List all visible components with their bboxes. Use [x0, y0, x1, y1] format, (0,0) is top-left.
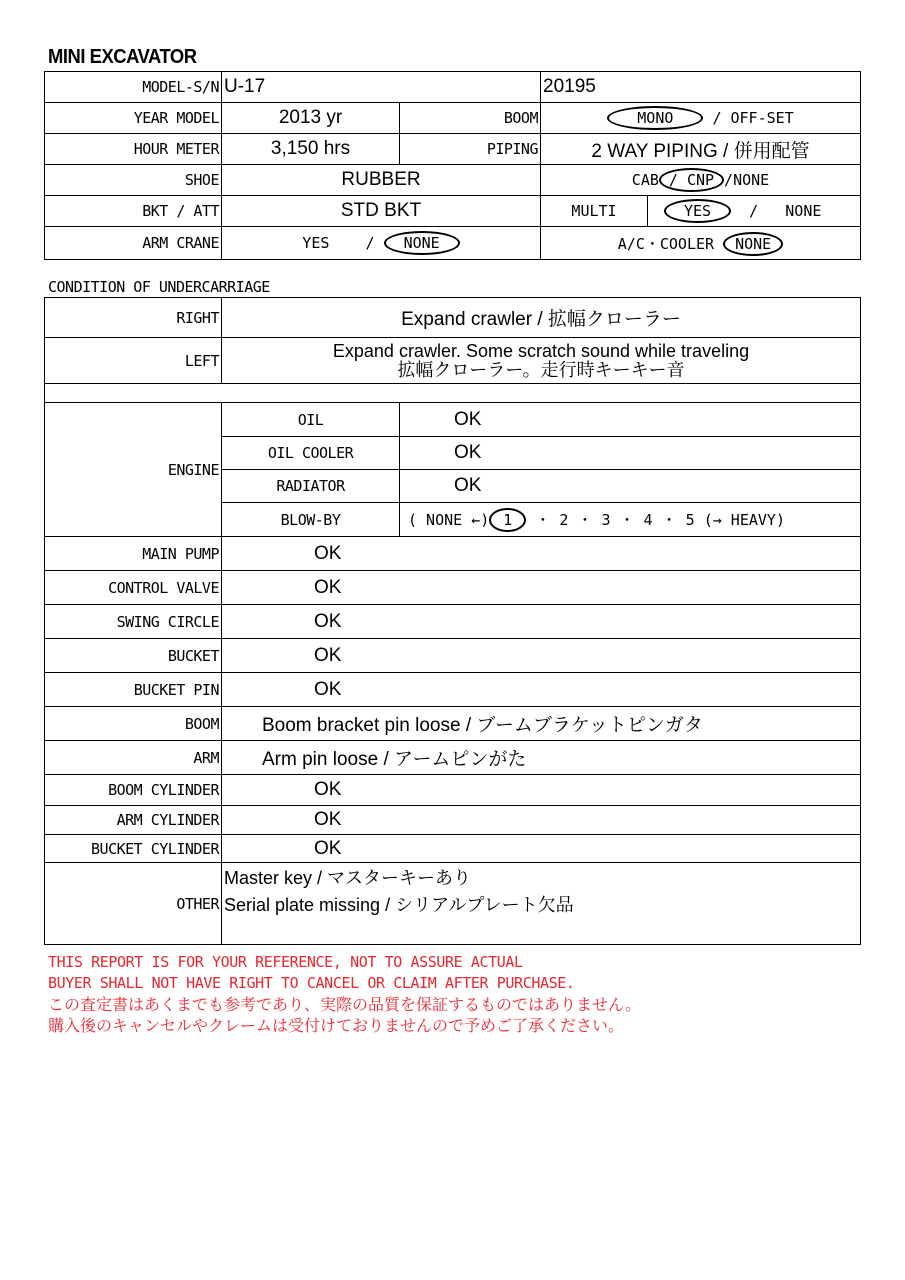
- shoe-row: [45, 165, 861, 196]
- item-label: SWING CIRCLE: [45, 605, 222, 639]
- item-row: [45, 806, 861, 835]
- disclaimer-line-1: THIS REPORT IS FOR YOUR REFERENCE, NOT TO ASSURE ACTUAL: [48, 953, 523, 971]
- undercarriage-heading: CONDITION OF UNDERCARRIAGE: [48, 278, 270, 296]
- item-value: OK: [222, 537, 861, 571]
- item-value: OK: [222, 605, 861, 639]
- item-value: OK: [222, 835, 861, 863]
- model-label: MODEL-S/N: [45, 72, 222, 103]
- blowby-level-1: 1: [489, 508, 526, 532]
- boom-type-options: [541, 103, 861, 134]
- model-value: U-17: [222, 72, 541, 103]
- other-row: [45, 863, 861, 945]
- oil-label: OIL: [222, 403, 400, 437]
- hour-row: [45, 134, 861, 165]
- spec-table: [44, 71, 861, 260]
- radiator-value: OK: [400, 470, 861, 503]
- spacer-row: [45, 384, 861, 403]
- year-value: 2013 yr: [222, 103, 400, 134]
- engine-oil-row: [45, 403, 861, 437]
- item-label: ARM CYLINDER: [45, 806, 222, 835]
- item-label: BUCKET PIN: [45, 673, 222, 707]
- ac-options: [541, 227, 861, 260]
- left-value: [222, 338, 861, 384]
- item-label: CONTROL VALVE: [45, 571, 222, 605]
- hour-value: 3,150 hrs: [222, 134, 400, 165]
- multi-options: [648, 196, 861, 227]
- item-row: [45, 537, 861, 571]
- cab-sep-2: /: [724, 171, 734, 189]
- right-label: RIGHT: [45, 298, 222, 338]
- other-value: [222, 863, 861, 945]
- bkt-row: [45, 196, 861, 227]
- right-row: [45, 298, 861, 338]
- oil-cooler-value: OK: [400, 437, 861, 470]
- left-line-2: 拡幅クローラー。走行時キーキー音: [397, 359, 685, 380]
- blowby-rest: ・ 2 ・ 3 ・ 4 ・ 5 (→ HEAVY): [535, 511, 785, 529]
- item-label: BOOM CYLINDER: [45, 775, 222, 806]
- engine-label: ENGINE: [45, 403, 222, 537]
- item-row: [45, 605, 861, 639]
- condition-table: [44, 297, 861, 945]
- cnp-option-circled: [659, 168, 724, 192]
- year-row: [45, 103, 861, 134]
- arm-crane-label: ARM CRANE: [45, 227, 222, 260]
- shoe-value: RUBBER: [222, 165, 541, 196]
- left-line-1: Expand crawler. Some scratch sound while traveling: [332, 340, 750, 361]
- other-line-2: Serial plate missing / シリアルプレート欠品: [224, 895, 574, 915]
- ac-none-option: NONE: [723, 232, 783, 256]
- blowby-scale: [400, 503, 861, 537]
- item-value: Boom bracket pin loose / ブームブラケットピンガタ: [222, 707, 861, 741]
- boom-offset-option: OFF-SET: [730, 109, 794, 127]
- item-value: OK: [222, 775, 861, 806]
- multi-none-option: NONE: [785, 202, 822, 220]
- page-title: MINI EXCAVATOR: [48, 46, 197, 68]
- arm-crane-options: [222, 227, 541, 260]
- cab-options: [541, 165, 861, 196]
- serial-value: 20195: [541, 72, 861, 103]
- multi-yes-option: YES: [664, 199, 731, 223]
- oil-value: OK: [400, 403, 861, 437]
- other-label: OTHER: [45, 863, 222, 945]
- piping-label: PIPING: [400, 134, 541, 165]
- item-row: [45, 707, 861, 741]
- model-row: [45, 72, 861, 103]
- piping-value: 2 WAY PIPING / 併用配管: [541, 134, 861, 165]
- blowby-label: BLOW-BY: [222, 503, 400, 537]
- item-row: [45, 741, 861, 775]
- cab-option: CAB: [631, 171, 659, 189]
- blowby-start: ( NONE ←): [408, 511, 490, 529]
- item-label: BOOM: [45, 707, 222, 741]
- arm-crane-none-option: NONE: [384, 231, 460, 255]
- disclaimer-line-3: この査定書はあくまでも参考であり、実際の品質を保証するものではありません。: [48, 995, 641, 1014]
- boom-type-label: BOOM: [400, 103, 541, 134]
- right-value: Expand crawler / 拡幅クローラー: [222, 298, 861, 338]
- item-value: OK: [222, 639, 861, 673]
- bkt-label: BKT / ATT: [45, 196, 222, 227]
- arm-crane-yes-option: YES: [302, 234, 330, 252]
- left-row: [45, 338, 861, 384]
- item-label: MAIN PUMP: [45, 537, 222, 571]
- disclaimer: [48, 952, 641, 1036]
- other-line-1: Master key / マスターキーあり: [224, 868, 472, 888]
- bkt-value: STD BKT: [222, 196, 541, 227]
- item-label: ARM: [45, 741, 222, 775]
- item-label: BUCKET CYLINDER: [45, 835, 222, 863]
- cnp-option: CNP: [686, 171, 715, 189]
- boom-mono-option: MONO: [607, 106, 703, 130]
- hour-label: HOUR METER: [45, 134, 222, 165]
- cab-sep-1: /: [668, 171, 678, 189]
- spacer-cell: [45, 384, 861, 403]
- disclaimer-line-4: 購入後のキャンセルやクレームは受付けておりませんので予めご了承ください。: [48, 1016, 625, 1035]
- ac-label: A/C・COOLER: [617, 234, 715, 253]
- item-row: [45, 639, 861, 673]
- radiator-label: RADIATOR: [222, 470, 400, 503]
- item-value: OK: [222, 571, 861, 605]
- year-label: YEAR MODEL: [45, 103, 222, 134]
- shoe-label: SHOE: [45, 165, 222, 196]
- left-label: LEFT: [45, 338, 222, 384]
- cab-none-option: NONE: [733, 171, 770, 189]
- item-label: BUCKET: [45, 639, 222, 673]
- arm-crane-row: [45, 227, 861, 260]
- item-row: [45, 775, 861, 806]
- disclaimer-line-2: BUYER SHALL NOT HAVE RIGHT TO CANCEL OR CLAIM AFTER PURCHASE.: [48, 974, 575, 992]
- boom-separator: /: [712, 109, 722, 127]
- item-row: [45, 673, 861, 707]
- item-row: [45, 835, 861, 863]
- arm-crane-separator: /: [365, 234, 375, 252]
- oil-cooler-label: OIL COOLER: [222, 437, 400, 470]
- multi-separator: /: [749, 202, 759, 220]
- item-value: OK: [222, 673, 861, 707]
- item-value: OK: [222, 806, 861, 835]
- multi-label: MULTI: [541, 196, 648, 227]
- item-row: [45, 571, 861, 605]
- item-value: Arm pin loose / アームピンがた: [222, 741, 861, 775]
